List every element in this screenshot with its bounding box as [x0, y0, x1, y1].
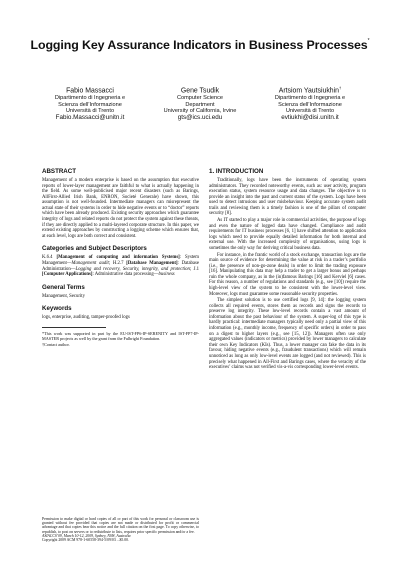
author-name: Artsiom Yautsiukhin [278, 87, 340, 95]
author-affiliation: Scienza dell’Informazione [58, 101, 122, 108]
author-mark: † [339, 85, 342, 90]
title-footnote-mark: * [367, 38, 370, 44]
categories-heading: Categories and Subject Descriptors [42, 245, 147, 253]
conference-info: ASIACCS’09, March 10-12, 2009, Sydney, NSW, Australia [42, 533, 131, 538]
author-2 [150, 84, 250, 122]
category-code: K.6.4 [42, 255, 53, 261]
keywords-text: logs, enterprise, auditing, tamper-proofed logs [42, 315, 130, 321]
category-text: ; J.1 [189, 266, 200, 272]
left-column [42, 168, 199, 348]
author-affiliation: Department [185, 101, 215, 108]
category-text: : Database Administration— [42, 260, 200, 272]
copyright-info: Copyright 2009 ACM 978-1-60558-394-5/09/03 ...$5.00. [42, 538, 130, 543]
author-affiliation: Dipartimento di Ingegneria e [54, 95, 126, 102]
category-bold: [Database Management] [126, 260, 178, 266]
author-affiliation: Scienza dell’Informazione [278, 101, 342, 108]
keywords-heading: Keywords [42, 305, 72, 313]
title-text: Logging Key Assurance Indicators in Business Processes [30, 38, 368, 52]
category-italic: business [158, 272, 175, 278]
author-affiliation: University of California, Irvine [163, 107, 237, 114]
intro-paragraph-3: For instance, in the frantic world of a stock exchange, transaction logs are the main source of evidence for determining the value at risk in a trader’s portfolio (i.e., the presence of non-go-zone deals) in order to limit the trading exposure [16]. Manipulating this data may help a trader to get a larger bonus and perhaps ruin the whole company, as in the (in)famous Barings [16] and Kerviel [6] cases. For this reason, a number of regulations and standards (e.g., see [10]) require the high-level view of the system to be consistent with the lower-level view. Moreover, logs must guarantee some reasonable security properties. [209, 252, 366, 297]
footnote-funding: *This work was supported in part by the EU-IST-FP6-IP-SERENITY and IST-FP7-IP-MASTER projects as well by the grant from the Fulbright Foundation. [42, 330, 199, 341]
author-email: Fabio.Massacci@unitn.it [55, 114, 125, 122]
author-name: Gene Tsudik [180, 87, 220, 95]
category-italic: Management audit [71, 260, 109, 266]
category-text: : Administrative data processing— [92, 272, 159, 278]
author-name: Fabio Massacci [66, 87, 114, 95]
intro-paragraph-2: As IT started to play a major role in commercial activities, the purpose of logs and even the nature of logged data have changed. Compliance and audit requirements for IT business processes [6, 1] have shifted attention to application logs which need to provide equally detailed information for both internal and external use. With the increased complexity of organisations, using logs is sometimes the only way for deriving critical business data. [209, 218, 366, 251]
author-email: evtiukhi@disi.unitn.it [281, 114, 339, 122]
author-email: gts@ics.uci.edu [177, 114, 223, 122]
category-bold: [Computer Applications] [42, 272, 93, 278]
intro-paragraph-1: Traditionally, logs have been the instruments of operating system administrators. They recorded noteworthy events, such as: user activity, program execution status, system resource usage and data changes. The objective is to provide an insight into the past and current status of the system. Logs have been used to detect intrusions and user misbehaviour. Keeping accurate system audit trails and reviewing them is a timely fashion is one of the pillars of computer security [8]. [209, 178, 366, 217]
general-terms-heading: General Terms [42, 283, 85, 291]
footnote-contact: †Contact author. [42, 341, 70, 347]
author-block [40, 84, 360, 122]
category-bold: [Management of computing and information Systems] [56, 255, 180, 261]
author-affiliation: Università di Trento [285, 107, 335, 114]
introduction-heading: 1. INTRODUCTION [209, 168, 264, 175]
categories-text [42, 255, 199, 277]
category-text: ; H.2.7 [108, 260, 124, 266]
author-3 [260, 84, 360, 122]
abstract-text: Management of a modern enterprise is based on the assumption that executive reports of lower-layer management are faithful to what is actually happening in the field. As some well-publicised major recent disasters (such as Barings, AllFirst-Allied Irish Bank, ENRON, Societé Generale) have shown, this assumption is not well-founded. Intermediate managers can misrepresent the actual state of their systems in order to hide negative events or to “doctor” reports which have been already produced. Existing security approaches which guarantee integrity of logs and related reports do not protect the system against these threats, if they are directly applied to a multi-layered corporate structure. In this paper, we extend existing approaches by constructing a logging scheme which ensures that, at each level, logs are both correct and consistent. [42, 178, 199, 239]
right-column [209, 168, 366, 372]
paper-title [0, 38, 400, 52]
abstract-heading: ABSTRACT [42, 168, 77, 175]
permission-notice [42, 517, 199, 542]
author-affiliation: Dipartimento di Ingegneria e [274, 95, 346, 102]
general-terms-text: Management, Security [42, 293, 86, 299]
author-affiliation: Università di Trento [65, 107, 115, 114]
category-italic: Logging and recovery, Security, integrity, and protection [75, 266, 190, 272]
category-text: : System Management— [42, 255, 199, 266]
intro-paragraph-4: The simplest solution is to use certified logs [9, 14]: the logging system collects all required events, stores them as records and signs the records to preserve log integrity. These low-level records contain a vast amount of information about the past behaviour of the system. A super-log of this type is hardly practical: intermediate managers typically need only a partial view of this information (e.g., monthly income, frequency of specific orders) in order to pass on a digest to higher layers (e.g., see [15, 12]). Managers often use only aggregated values (indicators or metrics) provided by lower managers to calculate their own Key Indicators (KIs). Thus, a lower manager can fake the data in its favour, hiding negative events (e.g., fraudulent transactions) which will remain unnoticed as long as only low-level events are logged (and not reviewed). This is precisely what happened in All-First and Barings cases, where the veracity of the executives’ claims was not verified vis-a-vis corresponding lower-level events. [209, 298, 366, 371]
author-affiliation: Computer Science [176, 95, 223, 102]
footnote-divider [42, 327, 106, 328]
author-1 [40, 84, 140, 122]
permission-text: Permission to make digital or hard copies of all or part of this work for personal or classroom use is granted without fee provided that copies are not made or distributed for profit or commercial advantage and that copies bear this notice and the full citation on the first page. To copy otherwise, to republish, to post on servers or to redistribute to lists, requires prior specific permission and/or a fee. [42, 517, 199, 534]
